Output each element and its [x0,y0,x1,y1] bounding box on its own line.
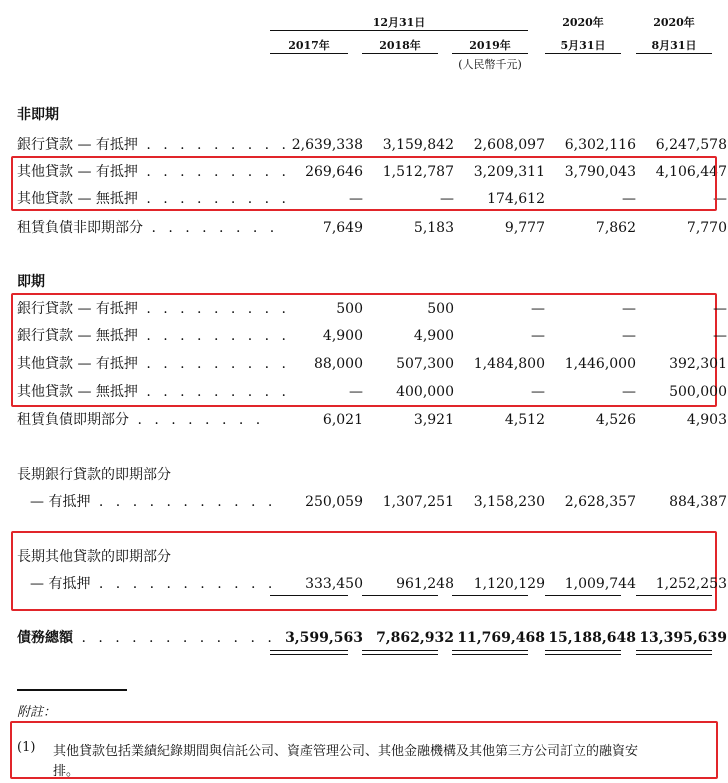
table-row [17,381,727,403]
section-lt-bank: 長期銀行貸款的即期部分 [17,467,171,483]
total-double-underline [452,650,528,655]
cell-aug-2020: — [713,301,727,317]
total-row [17,627,727,649]
cell-aug-2020: 1,252,253 [655,576,727,592]
table-row [17,217,727,239]
row-label: — 有抵押 [30,576,91,592]
note-number: (1) [17,740,36,755]
cell-2018: 1,512,787 [382,164,454,180]
table-row [17,325,727,347]
notes-separator [17,689,127,691]
cell-may-2020: 1,446,000 [564,356,636,372]
leader-dots: . . . . . . . . . [137,164,291,180]
total-may-2020: 15,188,648 [548,630,636,646]
cell-2018: 961,248 [396,576,454,592]
cell-aug-2020: 392,301 [669,356,727,372]
cell-2019: 3,209,311 [473,164,545,180]
section-non-current: 非即期 [17,107,59,123]
leader-dots: . . . . . . . . . [137,356,291,372]
row-label: — 有抵押 [30,494,91,510]
leader-dots: . . . . . . . . . . . [90,576,277,592]
table-row [17,134,727,156]
highlight-box-lt-other [11,531,717,611]
cell-aug-2020: 884,387 [669,494,727,510]
header-may-year: 2020年 [562,16,604,29]
notes-heading: 附註： [17,705,57,720]
total-double-underline [362,650,438,655]
row-label: 銀行貸款 — 有抵押 [17,301,138,317]
cell-2019: — [531,384,545,400]
leader-dots: . . . . . . . . . . . . [73,630,276,646]
total-2019: 11,769,468 [457,630,545,646]
subtotal-underline [452,595,528,596]
cell-aug-2020: 4,903 [686,412,727,428]
table-row [17,573,727,595]
cell-2019: 3,158,230 [473,494,545,510]
cell-2019: 2,608,097 [473,137,545,153]
cell-may-2020: — [622,191,636,207]
row-label: 銀行貸款 — 無抵押 [17,328,138,344]
header-unit: (人民幣千元) [458,58,522,71]
row-label: 其他貸款 — 有抵押 [17,164,138,180]
cell-2018: 400,000 [396,384,454,400]
note-text-line2: 排。 [53,764,80,779]
cell-2017: 6,021 [322,412,363,428]
cell-may-2020: 2,628,357 [564,494,636,510]
cell-aug-2020: — [713,191,727,207]
leader-dots: . . . . . . . . . [137,137,291,153]
cell-aug-2020: — [713,328,727,344]
header-2017: 2017年 [288,39,330,52]
section-lt-other: 長期其他貸款的即期部分 [17,549,171,565]
cell-2017: 333,450 [305,576,363,592]
row-label: 租賃負債非即期部分 [17,220,143,236]
cell-2018: 5,183 [413,220,454,236]
cell-2018: 500 [427,301,454,317]
cell-2017: 250,059 [305,494,363,510]
cell-2018: 3,921 [413,412,454,428]
leader-dots: . . . . . . . . . . . [90,494,277,510]
cell-2017: 500 [336,301,363,317]
cell-aug-2020: 7,770 [686,220,727,236]
total-double-underline [636,650,712,655]
cell-2017: 7,649 [322,220,363,236]
header-2018: 2018年 [379,39,421,52]
header-2019: 2019年 [469,39,511,52]
cell-may-2020: 6,302,116 [564,137,636,153]
cell-2019: 174,612 [487,191,545,207]
table-row [17,353,727,375]
cell-2019: 1,484,800 [473,356,545,372]
col-underline-2017 [270,53,348,54]
cell-2018: 4,900 [413,328,454,344]
total-2018: 7,862,932 [376,630,454,646]
cell-2017: 4,900 [322,328,363,344]
header-aug-year: 2020年 [653,16,695,29]
total-label: 債務總額 [17,630,73,646]
header-dec31: 12月31日 [372,16,426,29]
cell-2019: 4,512 [504,412,545,428]
leader-dots: . . . . . . . . [143,220,279,236]
cell-2017: 2,639,338 [291,137,363,153]
subtotal-underline [545,595,621,596]
note-text-line1: 其他貸款包括業績紀錄期間與信託公司、資產管理公司、其他金融機構及其他第三方公司訂立的融資安 [53,744,639,759]
total-aug-2020: 13,395,639 [639,630,727,646]
cell-may-2020: — [622,384,636,400]
total-2017: 3,599,563 [285,630,363,646]
cell-2017: 269,646 [305,164,363,180]
col-underline-aug [636,53,712,54]
cell-2019: 9,777 [504,220,545,236]
section-current: 即期 [17,274,45,290]
row-label: 租賃負債即期部分 [17,412,129,428]
highlight-box-other-loans-non-current [11,156,717,211]
table-row [17,298,727,320]
cell-aug-2020: 4,106,447 [655,164,727,180]
leader-dots: . . . . . . . . . [137,384,291,400]
cell-may-2020: 7,862 [595,220,636,236]
subtotal-underline [362,595,438,596]
cell-2018: 1,307,251 [382,494,454,510]
subtotal-underline [636,595,712,596]
subtotal-underline [270,595,348,596]
leader-dots: . . . . . . . . . [137,301,291,317]
col-underline-may [545,53,621,54]
cell-2017: 88,000 [314,356,363,372]
header-aug-date: 8月31日 [651,39,697,52]
table-row [17,491,727,513]
cell-may-2020: 1,009,744 [564,576,636,592]
cell-2019: — [531,328,545,344]
row-label: 銀行貸款 — 有抵押 [17,137,138,153]
row-label: 其他貸款 — 無抵押 [17,191,138,207]
cell-2019: 1,120,129 [473,576,545,592]
table-row [17,409,727,431]
cell-2017: — [349,384,363,400]
cell-may-2020: — [622,328,636,344]
total-double-underline [545,650,621,655]
col-underline-2019 [452,53,528,54]
header-may-date: 5月31日 [560,39,606,52]
cell-2018: 3,159,842 [382,137,454,153]
cell-2019: — [531,301,545,317]
leader-dots: . . . . . . . . [129,412,265,428]
cell-aug-2020: 6,247,578 [655,137,727,153]
cell-may-2020: — [622,301,636,317]
total-double-underline [270,650,348,655]
cell-2017: — [349,191,363,207]
cell-may-2020: 4,526 [595,412,636,428]
cell-2018: 507,300 [396,356,454,372]
col-underline-2018 [362,53,438,54]
cell-may-2020: 3,790,043 [564,164,636,180]
cell-aug-2020: 500,000 [669,384,727,400]
leader-dots: . . . . . . . . . [137,328,291,344]
leader-dots: . . . . . . . . . [137,191,291,207]
cell-2018: — [440,191,454,207]
row-label: 其他貸款 — 無抵押 [17,384,138,400]
row-label: 其他貸款 — 有抵押 [17,356,138,372]
header-dec31-underline [270,30,528,31]
